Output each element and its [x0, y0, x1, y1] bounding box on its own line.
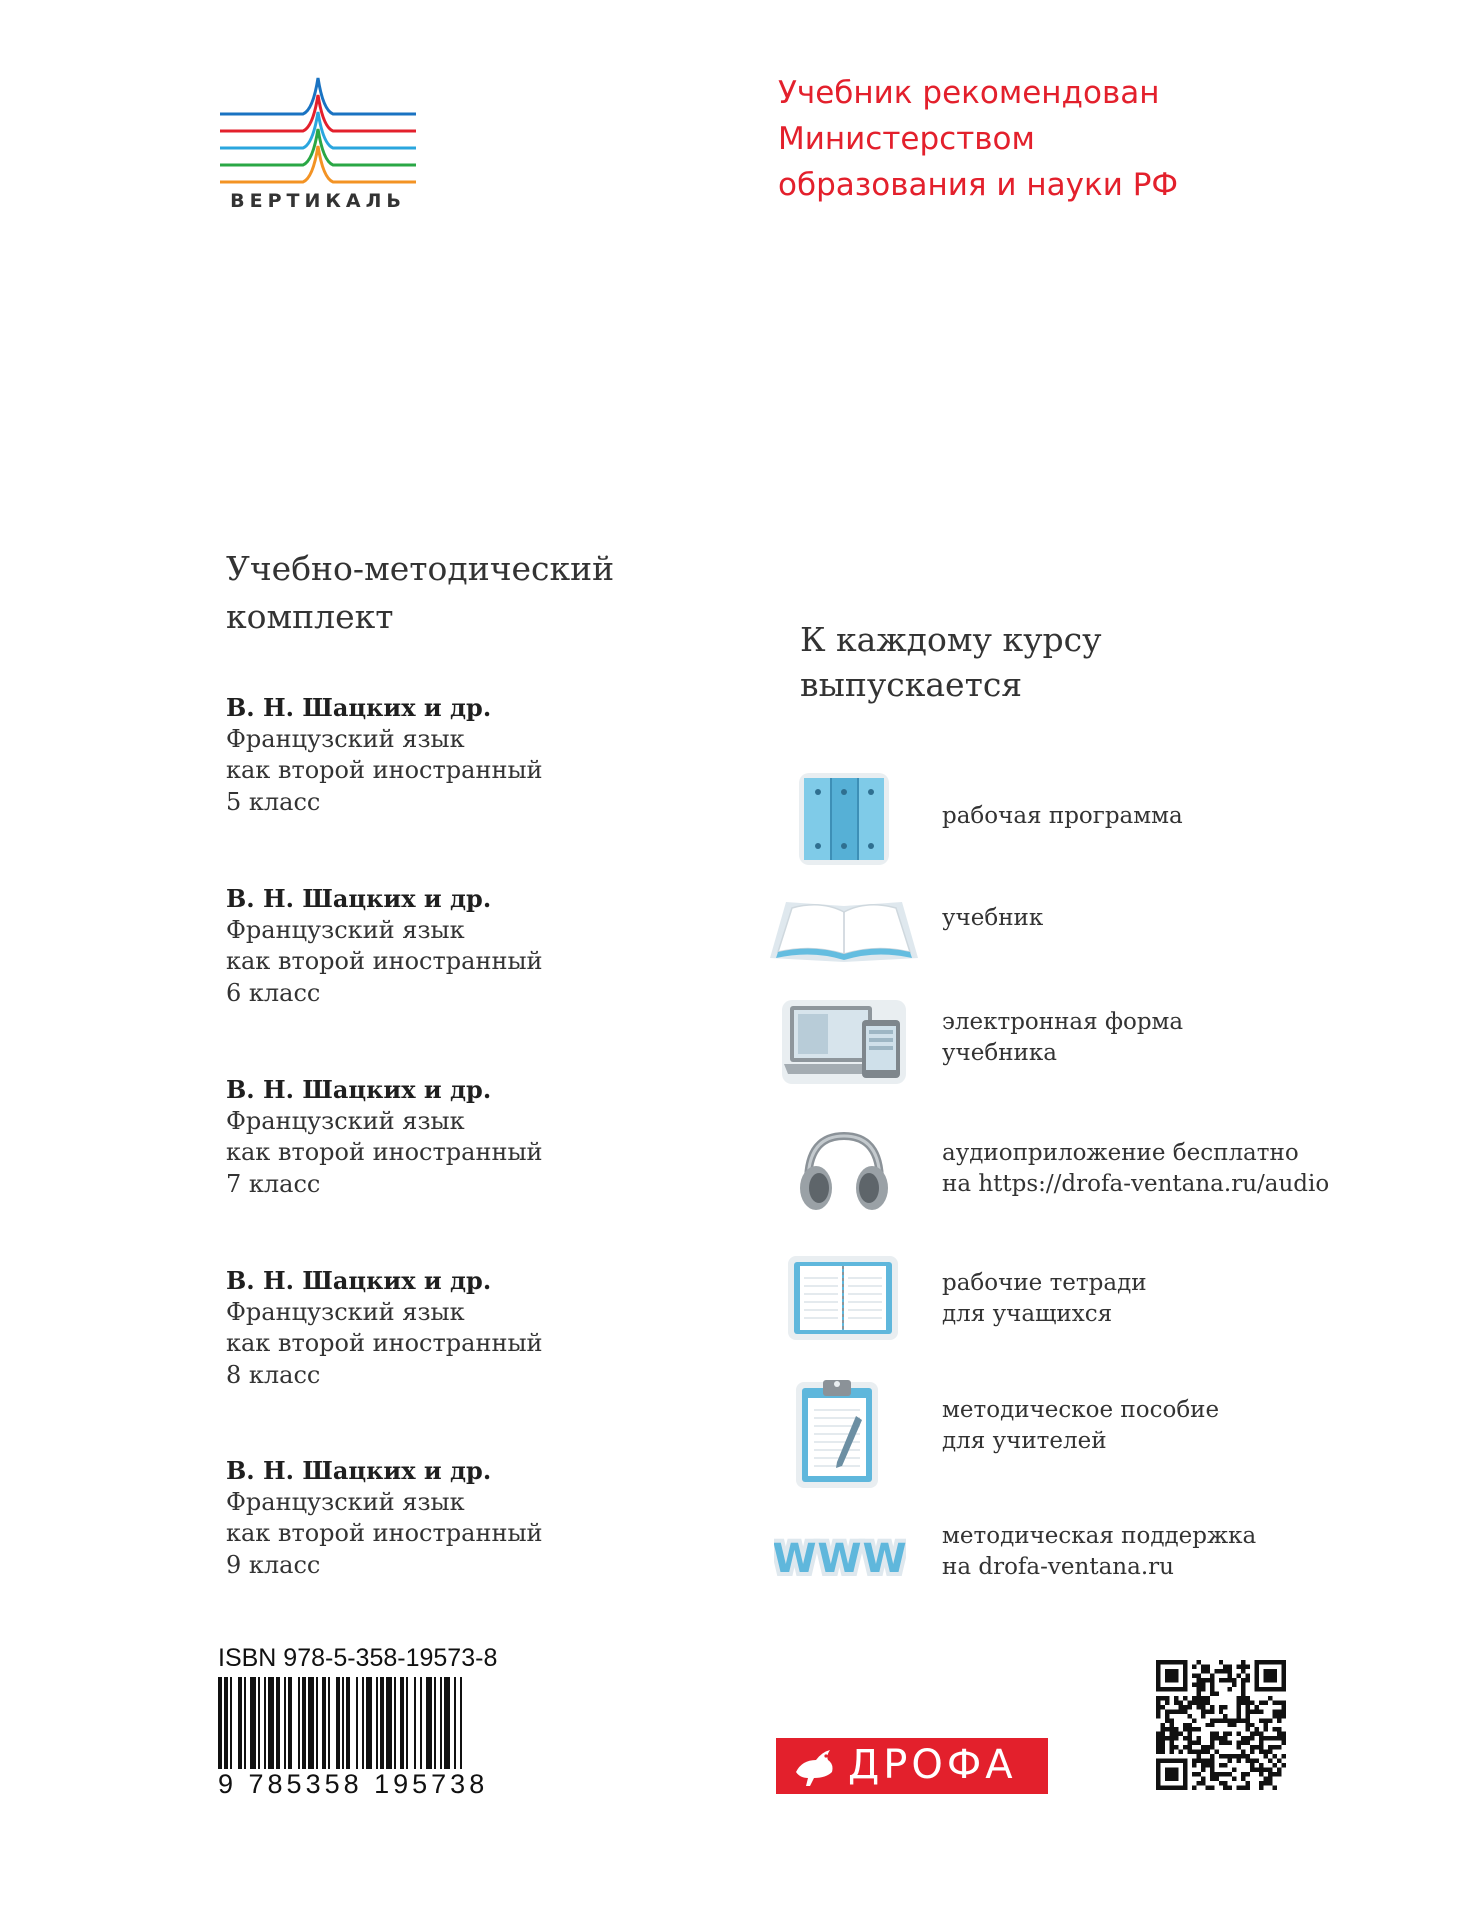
feature-electronic-form — [942, 1007, 1372, 1069]
feature-label-line: рабочая программа — [942, 803, 1183, 829]
qr-code — [1156, 1660, 1286, 1790]
feature-label-line: на https://drofa-ventana.ru/audio — [942, 1171, 1330, 1197]
book-entry-grade-9 — [226, 1455, 746, 1581]
book-grade: 9 класс — [226, 1550, 321, 1579]
book-subtitle: как второй иностранный — [226, 1329, 543, 1357]
recommendation-line: Учебник рекомендован — [778, 75, 1160, 111]
feature-label-line: на drofa-ventana.ru — [942, 1554, 1174, 1580]
bustard-bird-icon — [786, 1738, 842, 1794]
binder-icon — [798, 772, 890, 866]
umk-title-line: Учебно-методический — [226, 549, 615, 588]
devices-icon — [782, 1000, 906, 1084]
book-subject: Французский язык — [226, 1487, 465, 1516]
recommendation-line: образования и науки РФ — [778, 167, 1179, 203]
headphones-icon — [798, 1128, 890, 1214]
book-author: В. Н. Шацких и др. — [226, 1456, 492, 1485]
book-subject: Французский язык — [226, 915, 465, 944]
feature-audio — [942, 1138, 1372, 1200]
clipboard-icon — [796, 1376, 878, 1488]
courses-title-line: К каждому курсу — [800, 620, 1102, 659]
recommendation-line: Министерством — [778, 121, 1035, 157]
umk-title — [226, 545, 726, 641]
feature-textbook — [942, 903, 1372, 934]
book-grade: 6 класс — [226, 978, 321, 1007]
feature-teacher-guide — [942, 1395, 1372, 1457]
book-author: В. Н. Шацких и др. — [226, 884, 492, 913]
feature-label-line: для учителей — [942, 1428, 1107, 1454]
feature-methodical-support — [942, 1521, 1372, 1583]
logo-name: ВЕРТИКАЛЬ — [230, 190, 406, 212]
isbn-label: ISBN 978-5-358-19573-8 — [218, 1644, 498, 1672]
book-subject: Французский язык — [226, 1106, 465, 1135]
feature-label-line: рабочие тетради — [942, 1270, 1147, 1296]
book-entry-grade-8 — [226, 1265, 746, 1391]
umk-title-line: комплект — [226, 597, 394, 636]
book-subtitle: как второй иностранный — [226, 1138, 543, 1166]
feature-label-line: методическое пособие — [942, 1397, 1220, 1423]
recommendation-notice — [778, 70, 1298, 208]
book-subtitle: как второй иностранный — [226, 1519, 543, 1547]
publisher-name: ДРОФА — [848, 1742, 1017, 1788]
courses-title — [800, 617, 1300, 707]
barcode — [218, 1677, 514, 1782]
www-badge: WWW — [774, 1536, 906, 1582]
book-entry-grade-7 — [226, 1074, 746, 1200]
feature-label-line: учебника — [942, 1040, 1057, 1066]
barcode-digits: 9 785358 195738 — [218, 1769, 518, 1800]
book-entry-grade-6 — [226, 883, 746, 1009]
courses-title-line: выпускается — [800, 665, 1023, 704]
open-book-icon — [766, 888, 922, 964]
book-entry-grade-5 — [226, 692, 746, 818]
book-subtitle: как второй иностранный — [226, 947, 543, 975]
book-subject: Французский язык — [226, 1297, 465, 1326]
book-author: В. Н. Шацких и др. — [226, 1266, 492, 1295]
feature-label-line: аудиоприложение бесплатно — [942, 1140, 1299, 1166]
feature-label-line: учебник — [942, 905, 1044, 931]
feature-label-line: электронная форма — [942, 1009, 1184, 1035]
feature-workbooks — [942, 1268, 1372, 1330]
book-subject: Французский язык — [226, 724, 465, 753]
book-subtitle: как второй иностранный — [226, 756, 543, 784]
feature-label-line: методическая поддержка — [942, 1523, 1257, 1549]
www-icon — [774, 1532, 906, 1584]
publisher-logo — [776, 1738, 1048, 1794]
logo-arcs — [218, 74, 418, 184]
book-author: В. Н. Шацких и др. — [226, 1075, 492, 1104]
book-author: В. Н. Шацких и др. — [226, 693, 492, 722]
vertikal-logo — [218, 74, 418, 224]
book-grade: 7 класс — [226, 1169, 321, 1198]
notebook-icon — [788, 1256, 898, 1340]
feature-label-line: для учащихся — [942, 1301, 1113, 1327]
feature-work-program — [942, 801, 1372, 832]
book-grade: 5 класс — [226, 787, 321, 816]
book-grade: 8 класс — [226, 1360, 321, 1389]
